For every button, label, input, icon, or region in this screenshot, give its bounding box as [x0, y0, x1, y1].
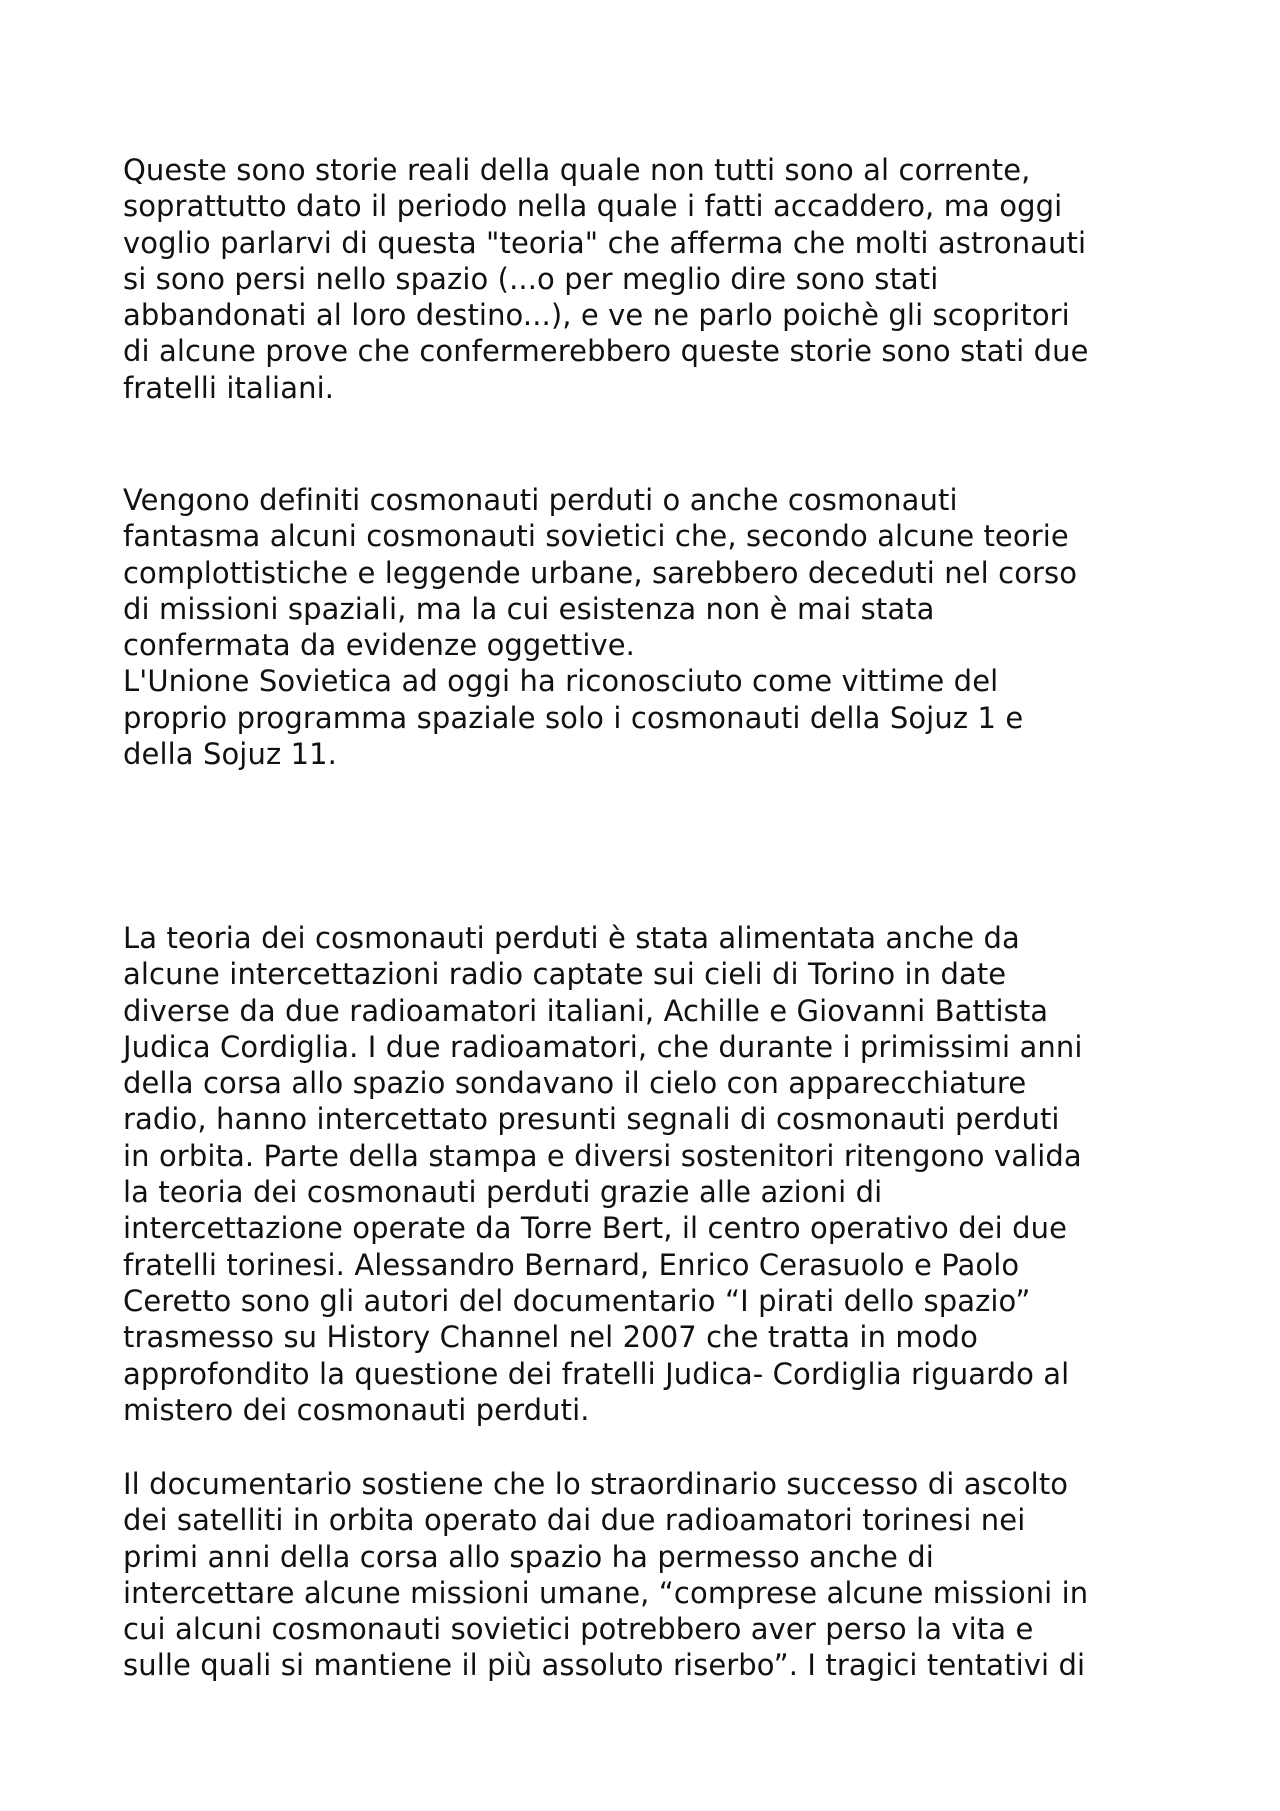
text-line: della corsa allo spazio sondavano il cielo con apparecchiature — [123, 1066, 1027, 1101]
text-line: Judica Cordiglia. I due radioamatori, che durante i primissimi anni — [123, 1029, 1083, 1064]
text-line: di alcune prove che confermerebbero queste storie sono stati due — [123, 334, 1089, 369]
text-line: intercettazione operate da Torre Bert, il centro operativo dei due — [123, 1211, 1068, 1246]
text-line: Ceretto sono gli autori del documentario “I pirati dello spazio” — [123, 1283, 1031, 1318]
text-line: fratelli torinesi. Alessandro Bernard, Enrico Cerasuolo e Paolo — [123, 1247, 1020, 1282]
text-line: complottistiche e leggende urbane, sarebbero deceduti nel corso — [123, 555, 1078, 590]
text-line: primi anni della corsa allo spazio ha permesso anche di — [123, 1539, 934, 1574]
text-line: fratelli italiani. — [123, 370, 335, 405]
text-line: L'Unione Sovietica ad oggi ha riconosciuto come vittime del — [123, 664, 999, 699]
text-line: in orbita. Parte della stampa e diversi sostenitori ritengono valida — [123, 1138, 1082, 1173]
text-line: sulle quali si mantiene il più assoluto riserbo”. I tragici tentativi di — [123, 1648, 1086, 1683]
text-line: si sono persi nello spazio (...o per meglio dire sono stati — [123, 261, 939, 296]
text-line: mistero dei cosmonauti perduti. — [123, 1392, 590, 1427]
text-line: di missioni spaziali, ma la cui esistenza non è mai stata — [123, 591, 935, 626]
text-line: intercettare alcune missioni umane, “comprese alcune missioni in — [123, 1575, 1089, 1610]
text-line: soprattutto dato il periodo nella quale i fatti accaddero, ma oggi — [123, 189, 1063, 224]
text-line: la teoria dei cosmonauti perduti grazie alle azioni di — [123, 1175, 883, 1210]
text-line: Il documentario sostiene che lo straordinario successo di ascolto — [123, 1467, 1069, 1501]
text-line: diverse da due radioamatori italiani, Achille e Giovanni Battista — [123, 993, 1049, 1028]
paragraph-intro — [123, 152, 1203, 406]
paragraph-interceptions — [123, 920, 1203, 1428]
text-line: Vengono definiti cosmonauti perduti o anche cosmonauti — [123, 483, 958, 517]
paragraph-definition — [123, 482, 1203, 772]
text-line: alcune intercettazioni radio captate sui cieli di Torino in date — [123, 957, 1007, 992]
paragraph-documentary — [123, 1466, 1203, 1684]
text-line: della Sojuz 11. — [123, 737, 338, 772]
text-line: Queste sono storie reali della quale non tutti sono al corrente, — [123, 153, 1031, 187]
text-line: confermata da evidenze oggettive. — [123, 628, 636, 663]
text-line: cui alcuni cosmonauti sovietici potrebbero aver perso la vita e — [123, 1612, 1034, 1647]
text-line: voglio parlarvi di questa "teoria" che afferma che molti astronauti — [123, 225, 1087, 260]
text-line: dei satelliti in orbita operato dai due radioamatori torinesi nei — [123, 1503, 1026, 1538]
text-line: approfondito la questione dei fratelli Judica- Cordiglia riguardo al — [123, 1356, 1070, 1391]
text-line: La teoria dei cosmonauti perduti è stata alimentata anche da — [123, 921, 1020, 955]
text-line: trasmesso su History Channel nel 2007 che tratta in modo — [123, 1320, 978, 1355]
text-line: radio, hanno intercettato presunti segnali di cosmonauti perduti — [123, 1102, 1060, 1137]
text-line: abbandonati al loro destino...), e ve ne parlo poichè gli scopritori — [123, 298, 1070, 333]
text-line: proprio programma spaziale solo i cosmonauti della Sojuz 1 e — [123, 700, 1024, 735]
text-line: fantasma alcuni cosmonauti sovietici che, secondo alcune teorie — [123, 519, 1069, 554]
